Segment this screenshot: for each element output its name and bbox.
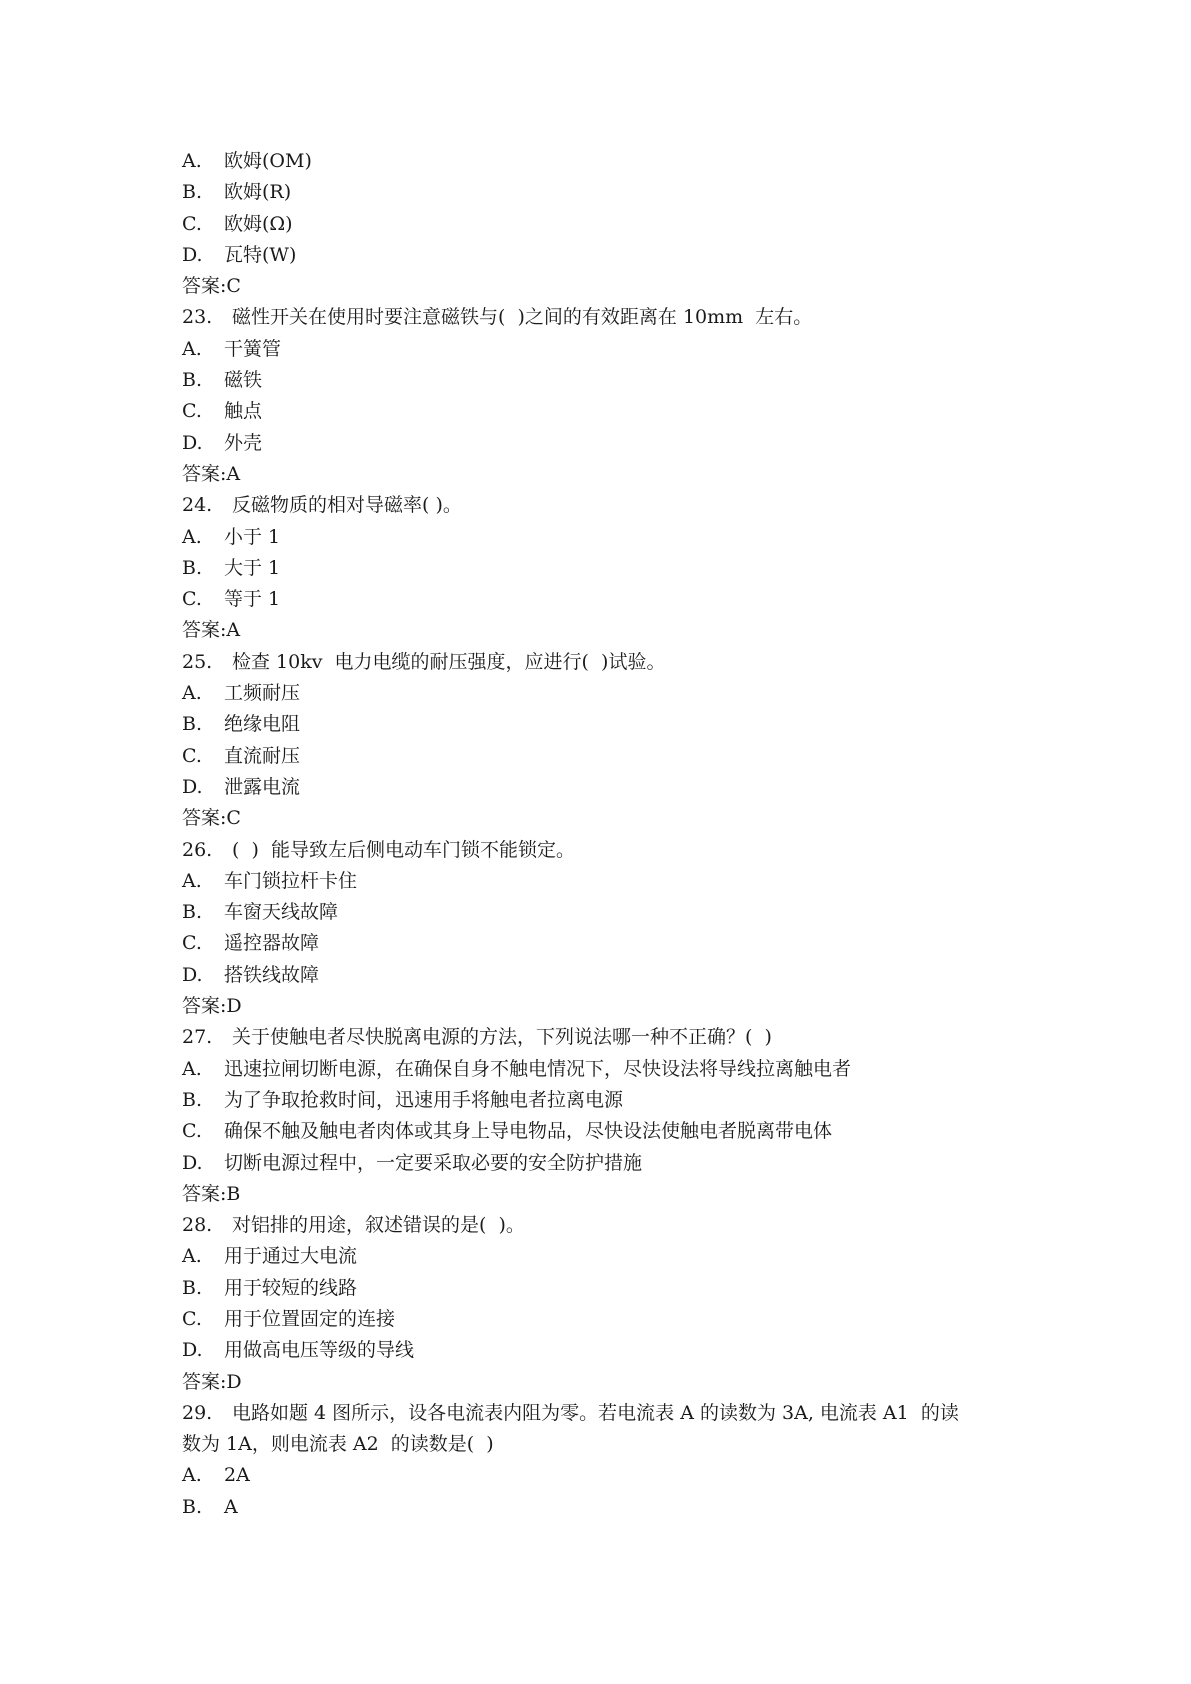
question-number: 23.: [182, 306, 213, 329]
option-line: [182, 1116, 1022, 1147]
option-text: 欧姆(OM): [224, 150, 312, 172]
option-letter: A.: [182, 1245, 202, 1268]
option-text: 为了争取抢救时间，迅速用手将触电者拉离电源: [224, 1088, 624, 1111]
option-text: 确保不触及触电者肉体或其身上导电物品，尽快设法使触电者脱离带电体: [224, 1120, 833, 1143]
option-text: 用于较短的线路: [224, 1276, 358, 1299]
option-text: 干簧管: [224, 337, 282, 360]
option-text: 车窗天线故障: [224, 901, 339, 924]
option-letter: C.: [182, 400, 202, 423]
option-letter: D.: [182, 963, 203, 986]
question-line: [182, 1210, 1022, 1241]
answer-line: 答案:C: [182, 807, 241, 830]
option-letter: D.: [182, 775, 203, 798]
option-line: [182, 866, 1022, 897]
option-line: [182, 1241, 1022, 1272]
question-number: 29.: [182, 1401, 213, 1424]
option-line: [182, 1273, 1022, 1304]
answer-line: 答案:A: [182, 462, 241, 485]
option-line: [182, 396, 1022, 427]
answer-line: 答案:C: [182, 275, 241, 298]
answer-line: 答案:D: [182, 1370, 242, 1393]
option-letter: A.: [182, 1057, 202, 1080]
question-line: [182, 1022, 1022, 1053]
option-letter: A.: [182, 525, 202, 548]
option-text: 等于 1: [224, 588, 281, 611]
option-letter: A.: [182, 337, 202, 360]
question-number: 27.: [182, 1026, 213, 1049]
option-line: [182, 709, 1022, 740]
option-letter: C.: [182, 744, 202, 767]
question-line: [182, 835, 1022, 866]
question-line: [182, 302, 1022, 333]
question-number: 24.: [182, 494, 213, 517]
option-line: [182, 522, 1022, 553]
option-text: 欧姆(Ω): [224, 212, 293, 235]
option-line: [182, 365, 1022, 396]
question-text: 磁性开关在使用时要注意磁铁与( )之间的有效距离在 10mm 左右。: [232, 306, 813, 329]
option-line: [182, 1148, 1022, 1179]
option-text: 车门锁拉杆卡住: [224, 869, 358, 892]
option-text: 磁铁: [224, 369, 263, 392]
question-text: 反磁物质的相对导磁率( )。: [232, 494, 462, 517]
answer-line: 答案:D: [182, 995, 242, 1018]
option-line: [182, 146, 1022, 177]
option-letter: B.: [182, 1495, 203, 1518]
option-text: 瓦特(W): [224, 243, 297, 266]
option-text: 工频耐压: [224, 682, 301, 705]
question-text: 检查 10kv 电力电缆的耐压强度，应进行( )试验。: [232, 650, 666, 673]
option-letter: B.: [182, 369, 203, 392]
option-text: 触点: [224, 400, 263, 423]
option-letter: D.: [182, 1151, 203, 1174]
option-letter: A.: [182, 1464, 202, 1487]
option-line: [182, 1460, 1022, 1491]
option-text: A: [224, 1495, 238, 1518]
option-text: 大于 1: [224, 556, 281, 579]
option-line: [182, 928, 1022, 959]
option-line: [182, 240, 1022, 271]
question-line: [182, 490, 1022, 521]
option-line: [182, 584, 1022, 615]
option-letter: A.: [182, 682, 202, 705]
option-text: 直流耐压: [224, 744, 301, 767]
option-line: [182, 960, 1022, 991]
option-text: 用于位置固定的连接: [224, 1307, 396, 1330]
option-text: 用做高电压等级的导线: [224, 1339, 415, 1362]
option-line: [182, 1335, 1022, 1366]
option-line: [182, 334, 1022, 365]
option-text: 外壳: [224, 431, 263, 454]
question-number: 25.: [182, 650, 213, 673]
option-letter: B.: [182, 713, 203, 736]
option-text: 遥控器故障: [224, 932, 320, 955]
option-text: 欧姆(R): [224, 181, 292, 204]
option-letter: B.: [182, 901, 203, 924]
option-line: [182, 772, 1022, 803]
option-line: [182, 1304, 1022, 1335]
option-letter: A.: [182, 869, 202, 892]
question-text: 对铝排的用途，叙述错误的是( )。: [232, 1214, 525, 1237]
option-text: 用于通过大电流: [224, 1245, 358, 1268]
option-line: [182, 177, 1022, 208]
option-line: [182, 741, 1022, 772]
option-letter: C.: [182, 932, 202, 955]
option-line: [182, 209, 1022, 240]
option-text: 小于 1: [224, 525, 281, 548]
option-letter: A.: [182, 150, 202, 172]
option-letter: C.: [182, 212, 202, 235]
answer-line: 答案:A: [182, 619, 241, 642]
question-text: 电路如题 4 图所示，设各电流表内阻为零。若电流表 A 的读数为 3A, 电流表 A1 的读: [232, 1401, 959, 1424]
option-line: [182, 678, 1022, 709]
answer-line: 答案:B: [182, 1182, 241, 1205]
option-text: 泄露电流: [224, 775, 301, 798]
question-line: [182, 1398, 1022, 1429]
option-text: 切断电源过程中，一定要采取必要的安全防护措施: [224, 1151, 643, 1174]
option-line: [182, 1492, 1022, 1523]
question-list: [182, 146, 1022, 1523]
option-letter: D.: [182, 243, 203, 266]
option-text: 迅速拉闸切断电源，在确保自身不触电情况下，尽快设法将导线拉离触电者: [224, 1057, 852, 1080]
option-line: [182, 1054, 1022, 1085]
question-number: 26.: [182, 838, 213, 861]
option-text: 绝缘电阻: [224, 713, 301, 736]
option-letter: B.: [182, 1276, 203, 1299]
question-number: 28.: [182, 1214, 213, 1237]
option-letter: C.: [182, 588, 202, 611]
option-letter: C.: [182, 1120, 202, 1143]
option-line: [182, 1085, 1022, 1116]
option-letter: B.: [182, 181, 203, 204]
question-line: [182, 647, 1022, 678]
option-letter: B.: [182, 1088, 203, 1111]
option-line: [182, 428, 1022, 459]
option-letter: D.: [182, 1339, 203, 1362]
question-text: ( ) 能导致左后侧电动车门锁不能锁定。: [232, 838, 575, 861]
question-text: 关于使触电者尽快脱离电源的方法，下列说法哪一种不正确？( ): [232, 1026, 772, 1049]
option-letter: D.: [182, 431, 203, 454]
option-text: 2A: [224, 1464, 250, 1487]
option-line: [182, 897, 1022, 928]
option-letter: B.: [182, 556, 203, 579]
question-text-continued: 数为 1A，则电流表 A2 的读数是( ): [182, 1433, 494, 1456]
option-line: [182, 553, 1022, 584]
option-text: 搭铁线故障: [224, 963, 320, 986]
option-letter: C.: [182, 1307, 202, 1330]
